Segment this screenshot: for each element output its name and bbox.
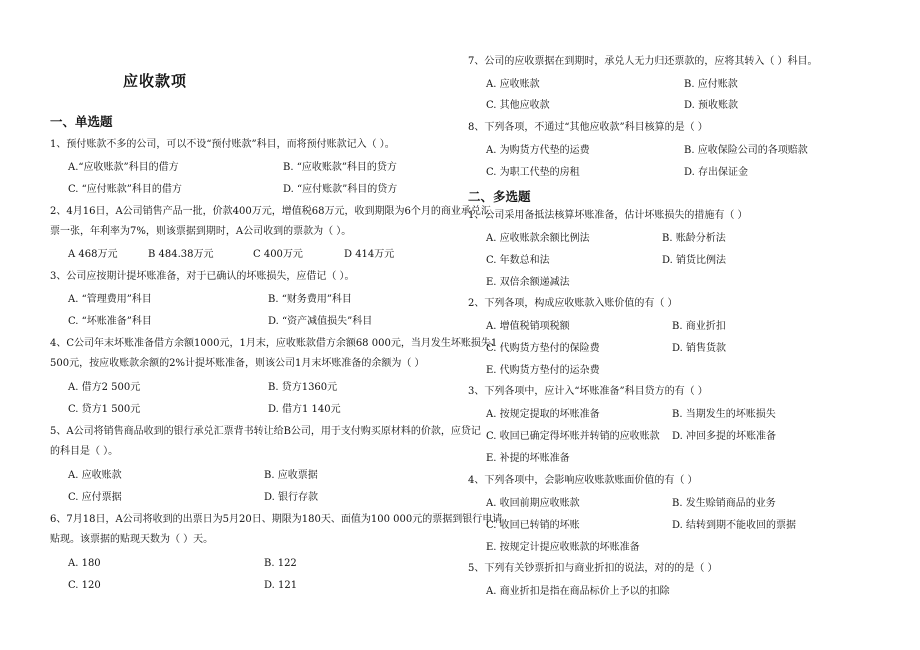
question-8-text: 8、下列各项，不通过“其他应收款”科目核算的是（ ） xyxy=(468,122,708,133)
multi-question-2-option-a: A. 增值税销项税额 xyxy=(486,321,570,332)
multi-question-1-text: 1、公司采用备抵法核算坏账准备，估计坏账损失的措施有（ ） xyxy=(468,210,748,221)
multi-question-2-option-b: B. 商业折扣 xyxy=(672,321,726,332)
multi-question-5-option-a: A. 商业折扣是指在商品标价上予以的扣除 xyxy=(486,586,670,597)
question-2-option-a: A 468万元 xyxy=(68,249,118,260)
multi-question-2-text: 2、下列各项，构成应收账款入账价值的有（ ） xyxy=(468,298,678,309)
question-6-option-b: B. 122 xyxy=(264,558,297,569)
question-2-text-line-2: 票一张，年利率为7%，则该票据到期时，A公司收到的票款为（ ）。 xyxy=(50,226,352,237)
question-7-option-d: D. 预收账款 xyxy=(684,100,739,111)
question-4-option-a: A. 借方2 500元 xyxy=(68,382,141,393)
question-1-option-a: A.“应收账款”科目的借方 xyxy=(68,162,179,173)
question-6-text-line-1: 6、7月18日，A公司将收到的出票日为5月20日、期限为180天、面值为100 000元的票据到银行申请 xyxy=(50,514,503,525)
question-2-option-c: C 400万元 xyxy=(253,249,303,260)
question-4-option-d: D. 借方1 140元 xyxy=(268,404,341,415)
question-8-option-c: C. 为职工代垫的房租 xyxy=(486,167,580,178)
question-6-text-line-2: 贴现。该票据的贴现天数为（ ）天。 xyxy=(50,534,214,545)
multi-question-1-option-a: A. 应收账款余额比例法 xyxy=(486,233,590,244)
question-4-text-line-2: 500元，按应收账款余额的2%计提坏账准备，则该公司1月末坏账准备的余额为（ ） xyxy=(50,358,425,369)
multi-question-3-option-b: B. 当期发生的坏账损失 xyxy=(672,409,776,420)
question-3-option-d: D. “资产减值损失”科目 xyxy=(268,316,373,327)
question-7-option-a: A. 应收账款 xyxy=(486,79,540,90)
question-3-option-b: B. “财务费用”科目 xyxy=(268,294,352,305)
question-5-text-line-2: 的科目是（ ）。 xyxy=(50,446,119,457)
multi-question-4-option-c: C. 收回已转销的坏账 xyxy=(486,520,580,531)
multi-question-4-option-b: B. 发生赊销商品的业务 xyxy=(672,498,776,509)
question-4-option-c: C. 贷方1 500元 xyxy=(68,404,141,415)
question-5-option-d: D. 银行存款 xyxy=(264,492,319,503)
question-1-text: 1、预付账款不多的公司，可以不设“预付账款”科目，而将预付账款记入（ ）。 xyxy=(50,139,395,150)
multi-question-1-option-d: D. 销货比例法 xyxy=(662,255,727,266)
multi-question-2-option-c: C. 代购货方垫付的保险费 xyxy=(486,343,600,354)
multi-question-2-option-e: E. 代购货方垫付的运杂费 xyxy=(486,365,600,376)
multi-question-4-option-d: D. 结转到期不能收回的票据 xyxy=(672,520,797,531)
multi-question-1-option-c: C. 年数总和法 xyxy=(486,255,550,266)
question-6-option-a: A. 180 xyxy=(68,558,101,569)
question-8-option-a: A. 为购货方代垫的运费 xyxy=(486,145,590,156)
question-2-option-b: B 484.38万元 xyxy=(148,249,214,260)
question-4-text-line-1: 4、C公司年末坏账准备借方余额1000元，1月末，应收账款借方余额68 000元，当月发生坏账损失1 xyxy=(50,338,498,349)
question-1-option-b: B. “应收账款”科目的贷方 xyxy=(283,162,397,173)
section-heading-single-choice: 一、单选题 xyxy=(50,114,113,129)
question-6-option-d: D. 121 xyxy=(264,580,298,591)
multi-question-3-text: 3、下列各项中，应计入“坏账准备”科目贷方的有（ ） xyxy=(468,386,708,397)
question-2-text-line-1: 2、4月16日，A公司销售产品一批，价款400万元，增值税68万元，收到期限为6个月的商业承兑汇 xyxy=(50,206,491,217)
multi-question-1-option-b: B. 账龄分析法 xyxy=(662,233,726,244)
question-5-text-line-1: 5、A公司将销售商品收到的银行承兑汇票背书转让给B公司，用于支付购买原材料的价款，应贷记 xyxy=(50,426,481,437)
multi-question-3-option-e: E. 补提的坏账准备 xyxy=(486,453,570,464)
question-8-option-b: B. 应收保险公司的各项赔款 xyxy=(684,145,808,156)
multi-question-3-option-d: D. 冲回多提的坏账准备 xyxy=(672,431,777,442)
question-7-option-c: C. 其他应收款 xyxy=(486,100,550,111)
multi-question-2-option-d: D. 销售货款 xyxy=(672,343,727,354)
multi-question-3-option-a: A. 按规定提取的坏账准备 xyxy=(486,409,600,420)
question-4-option-b: B. 贷方1360元 xyxy=(268,382,338,393)
multi-question-4-option-a: A. 收回前期应收账款 xyxy=(486,498,580,509)
multi-question-4-option-e: E. 按规定计提应收账款的坏账准备 xyxy=(486,542,640,553)
multi-question-5-text: 5、下列有关钞票折扣与商业折扣的说法，对的的是（ ） xyxy=(468,563,718,574)
question-3-text: 3、公司应按期计提坏账准备，对于已确认的坏账损失，应借记（ ）。 xyxy=(50,271,355,282)
multi-question-3-option-c: C. 收回已确定得坏账并转销的应收账款 xyxy=(486,431,660,442)
question-8-option-d: D. 存出保证金 xyxy=(684,167,749,178)
multi-question-1-option-e: E. 双倍余额递减法 xyxy=(486,277,570,288)
section-heading-multiple-choice: 二、多选题 xyxy=(468,189,531,204)
question-5-option-c: C. 应付票据 xyxy=(68,492,122,503)
question-5-option-a: A. 应收账款 xyxy=(68,470,122,481)
question-1-option-d: D. “应付账款”科目的贷方 xyxy=(283,184,398,195)
question-3-option-c: C. “坏账准备”科目 xyxy=(68,316,152,327)
question-7-option-b: B. 应付账款 xyxy=(684,79,738,90)
question-2-option-d: D 414万元 xyxy=(344,249,395,260)
question-7-text: 7、公司的应收票据在到期时，承兑人无力归还票款的，应将其转入（ ）科目。 xyxy=(468,56,818,67)
question-6-option-c: C. 120 xyxy=(68,580,101,591)
document-title: 应收款项 xyxy=(123,72,188,90)
question-5-option-b: B. 应收票据 xyxy=(264,470,318,481)
question-1-option-c: C. “应付账款”科目的借方 xyxy=(68,184,182,195)
question-3-option-a: A. “管理费用”科目 xyxy=(68,294,152,305)
multi-question-4-text: 4、下列各项中，会影响应收账款账面价值的有（ ） xyxy=(468,475,698,486)
